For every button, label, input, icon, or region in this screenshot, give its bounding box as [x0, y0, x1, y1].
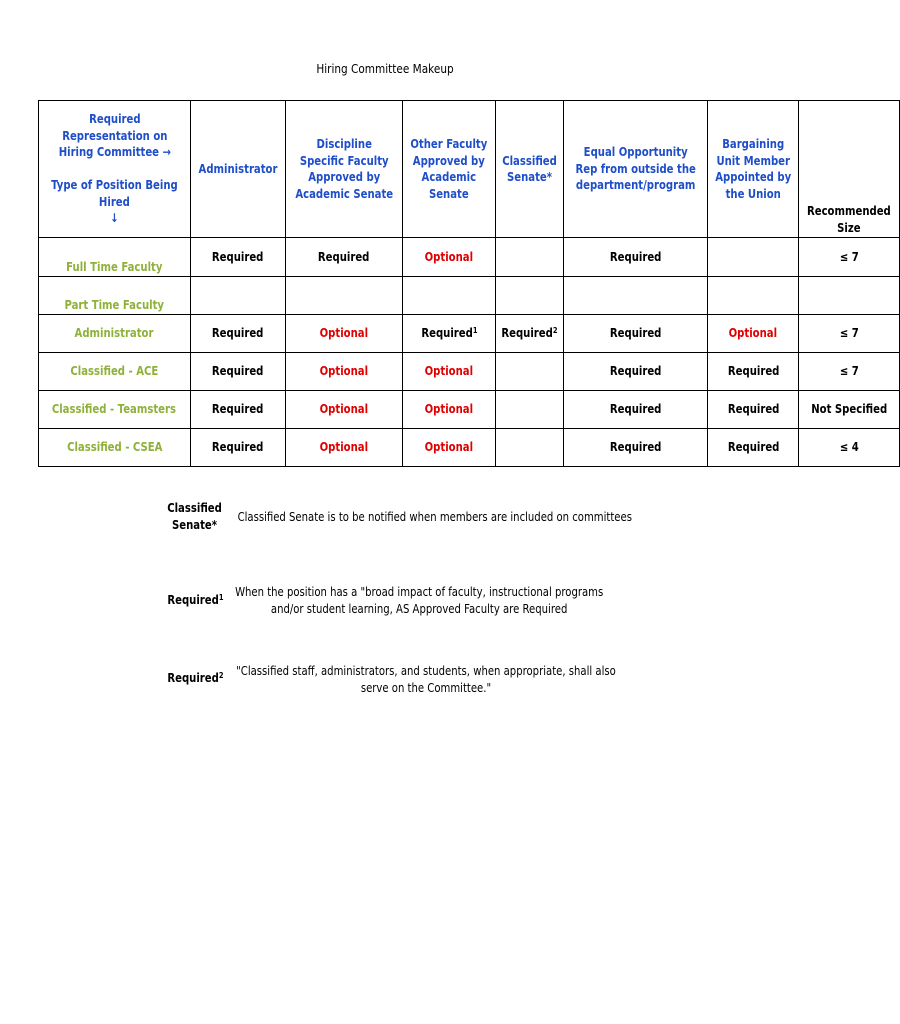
cell-value: ≤ 7 [839, 364, 859, 379]
table-cell [495, 238, 563, 277]
table-cell [403, 353, 496, 391]
column-header-text: Bargaining Unit Member Appointed by the Union [715, 137, 792, 201]
cell-value: Required [727, 440, 779, 455]
column-header-text: Equal Opportunity Rep from outside the department/program [575, 145, 696, 193]
cell-value: Required [318, 249, 370, 264]
table-cell [563, 238, 707, 277]
table-row [39, 391, 900, 429]
column-header [403, 101, 496, 238]
cell-value: Required [212, 364, 264, 379]
table-cell [563, 391, 707, 429]
corner-bottom-text: Type of Position Being Hired ↓ [51, 178, 178, 226]
cell-value: Optional [424, 249, 474, 264]
cell-value: Optional [729, 326, 778, 341]
note-label-text: Required$^1$ [166, 593, 224, 607]
footnote-marker: 2 [218, 671, 224, 680]
cell-value: Required [609, 402, 662, 417]
table-cell [190, 391, 285, 429]
note-text-content: "Classified staff, administrators, and students, when appropriate, shall also serve on the Committee." [236, 664, 616, 695]
cell-value: Required [609, 326, 662, 341]
note-label-text: Required$^2$ [166, 671, 224, 685]
cell-value: Required$^1$ [420, 326, 478, 341]
table-cell [285, 391, 402, 429]
table-cell [403, 391, 496, 429]
row-label-text: Classified - Teamsters [52, 402, 177, 417]
cell-value: Optional [319, 440, 369, 455]
table-cell [708, 353, 799, 391]
note-text-content: Classified Senate is to be notified when members are included on committees [237, 510, 632, 524]
row-label [39, 238, 191, 277]
table-cell [403, 315, 496, 353]
table-cell [799, 391, 900, 429]
table-cell [799, 353, 900, 391]
column-header [563, 101, 707, 238]
table-row [39, 315, 900, 353]
cell-value: Not Specified [811, 402, 888, 417]
row-label [39, 277, 191, 315]
table-row [39, 429, 900, 467]
note-text [200, 509, 632, 526]
cell-value: ≤ 7 [839, 249, 859, 264]
table-cell [563, 277, 707, 315]
column-header-text: Classified Senate* [501, 153, 557, 184]
corner-header-cell [39, 101, 191, 238]
table-cell [563, 353, 707, 391]
cell-value: Required [727, 364, 779, 379]
cell-value: ≤ 7 [839, 326, 859, 341]
column-header [495, 101, 563, 238]
table-cell [403, 277, 496, 315]
cell-value: Required [609, 249, 662, 264]
hiring-committee-table [38, 100, 900, 467]
column-header-text: Discipline Specific Faculty Approved by Academic Senate [295, 137, 393, 201]
row-label [39, 315, 191, 353]
row-label-text: Full Time Faculty [66, 259, 163, 274]
note-text [200, 663, 616, 697]
column-header-text: Administrator [198, 161, 278, 176]
row-label [39, 391, 191, 429]
table-cell [708, 315, 799, 353]
column-header-text: Recommended Size [807, 204, 892, 235]
note-text-content: When the position has a "broad impact of faculty, instructional programs and/or student learning, AS Approved Faculty are Required [235, 585, 604, 616]
table-cell [403, 238, 496, 277]
table-cell [708, 238, 799, 277]
table-cell [190, 238, 285, 277]
cell-value: Required [609, 440, 662, 455]
table-cell [285, 315, 402, 353]
table-cell [495, 315, 563, 353]
table-cell [563, 315, 707, 353]
cell-value: Required [212, 402, 264, 417]
cell-value: Required [212, 326, 264, 341]
column-header [190, 101, 285, 238]
table-cell [799, 315, 900, 353]
cell-value: Optional [319, 364, 369, 379]
table-cell [190, 353, 285, 391]
table-cell [495, 353, 563, 391]
note-text [200, 584, 604, 618]
row-label [39, 353, 191, 391]
table-cell [799, 429, 900, 467]
table-cell [403, 429, 496, 467]
table-cell [708, 391, 799, 429]
page-title: Hiring Committee Makeup [316, 61, 454, 76]
table-row [39, 277, 900, 315]
table-cell [495, 277, 563, 315]
cell-value: Optional [424, 364, 474, 379]
row-label-text: Classified - CSEA [66, 440, 163, 455]
row-label-text: Classified - ACE [70, 364, 159, 379]
table-cell [285, 429, 402, 467]
table-cell [190, 429, 285, 467]
table-cell [190, 315, 285, 353]
column-header [285, 101, 402, 238]
table-cell [708, 277, 799, 315]
table-cell [799, 277, 900, 315]
cell-value: Required [212, 249, 264, 264]
cell-value: Optional [319, 402, 369, 417]
row-label-text: Part Time Faculty [64, 298, 165, 313]
table-cell [563, 429, 707, 467]
table-cell [285, 238, 402, 277]
corner-top-text: Required Representation on Hiring Committee → [58, 112, 171, 160]
cell-value: ≤ 4 [839, 440, 859, 455]
column-header-text: Other Faculty Approved by Academic Senate [410, 137, 488, 201]
note-label-text: Classified Senate* [167, 501, 223, 532]
cell-value: Required$^2$ [501, 326, 558, 341]
cell-value: Required [727, 402, 779, 417]
table-row [39, 238, 900, 277]
cell-value: Required [212, 440, 264, 455]
table-cell [190, 277, 285, 315]
table-row [39, 353, 900, 391]
table-cell [285, 277, 402, 315]
footnote-marker: 1 [218, 593, 224, 602]
table-cell [495, 429, 563, 467]
table-cell [708, 429, 799, 467]
cell-value: Optional [319, 326, 369, 341]
header-row [39, 101, 900, 238]
table-cell [495, 391, 563, 429]
footnote-marker: 1 [472, 326, 478, 336]
table-cell [799, 238, 900, 277]
cell-value: Required [609, 364, 662, 379]
column-header [708, 101, 799, 238]
footnote-marker: 2 [552, 326, 558, 336]
column-header [799, 101, 900, 238]
row-label-text: Administrator [74, 326, 154, 341]
cell-value: Optional [424, 440, 474, 455]
row-label [39, 429, 191, 467]
cell-value: Optional [424, 402, 474, 417]
table-cell [285, 353, 402, 391]
